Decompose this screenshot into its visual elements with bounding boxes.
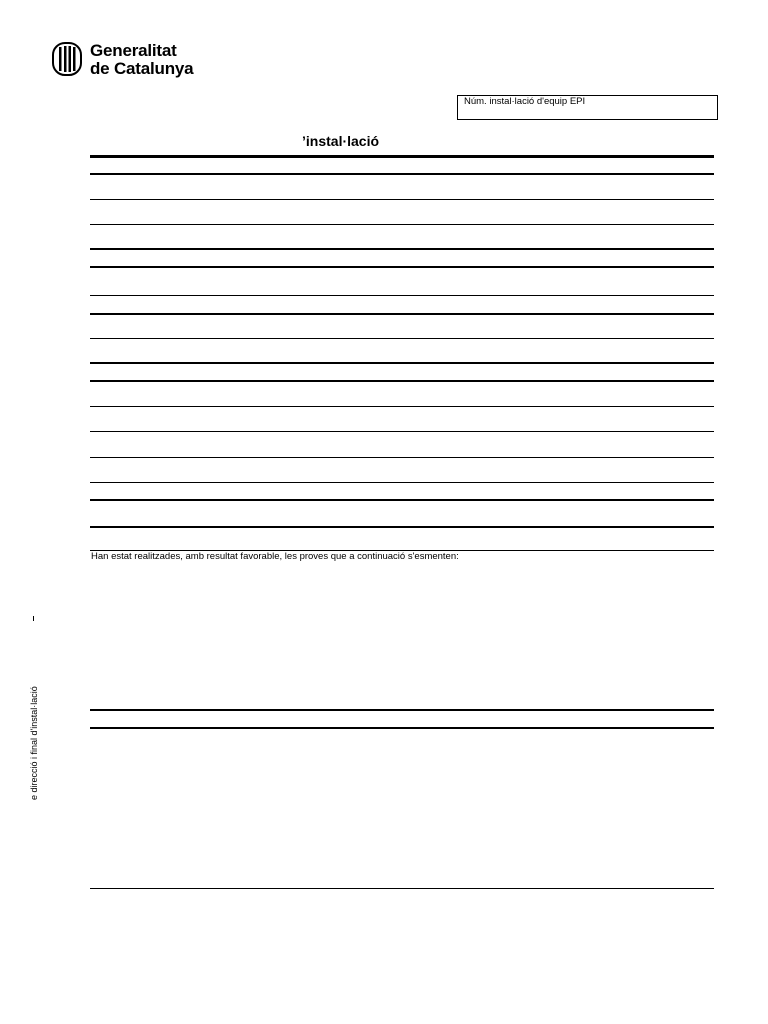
form-rule [90, 224, 714, 225]
form-rule [90, 313, 714, 315]
form-rule [90, 526, 714, 528]
form-rule [90, 380, 714, 382]
form-rule [90, 431, 714, 432]
form-rule [90, 266, 714, 268]
logo-text [90, 42, 193, 78]
form-rule [90, 406, 714, 407]
form-rule [90, 362, 714, 364]
epi-installation-number-field[interactable] [457, 95, 718, 120]
form-rule [90, 295, 714, 296]
form-rule-top [90, 155, 714, 158]
generalitat-emblem-icon [52, 42, 82, 76]
tests-statement: Han estat realitzades, amb resultat favorable, les proves que a continuació s'esmenten: [91, 551, 459, 562]
form-rule [90, 173, 714, 175]
form-rule [90, 482, 714, 483]
form-rule [90, 499, 714, 501]
form-rule [90, 248, 714, 250]
form-rule [90, 199, 714, 200]
logo-line-1: Generalitat [90, 41, 177, 60]
logo-line-2: de Catalunya [90, 59, 194, 78]
form-rule [90, 338, 714, 339]
margin-mark [33, 616, 34, 621]
form-rule [90, 727, 714, 729]
section-title: ’instal·lació [302, 133, 380, 149]
vertical-form-title: e direcció i final d'instal·lació [29, 686, 39, 800]
form-rule [90, 709, 714, 711]
form-rule-bottom [90, 888, 714, 889]
form-rule [90, 457, 714, 458]
epi-installation-number-label: Núm. instal·lació d'equip EPI [464, 96, 586, 107]
generalitat-logo [52, 42, 252, 82]
